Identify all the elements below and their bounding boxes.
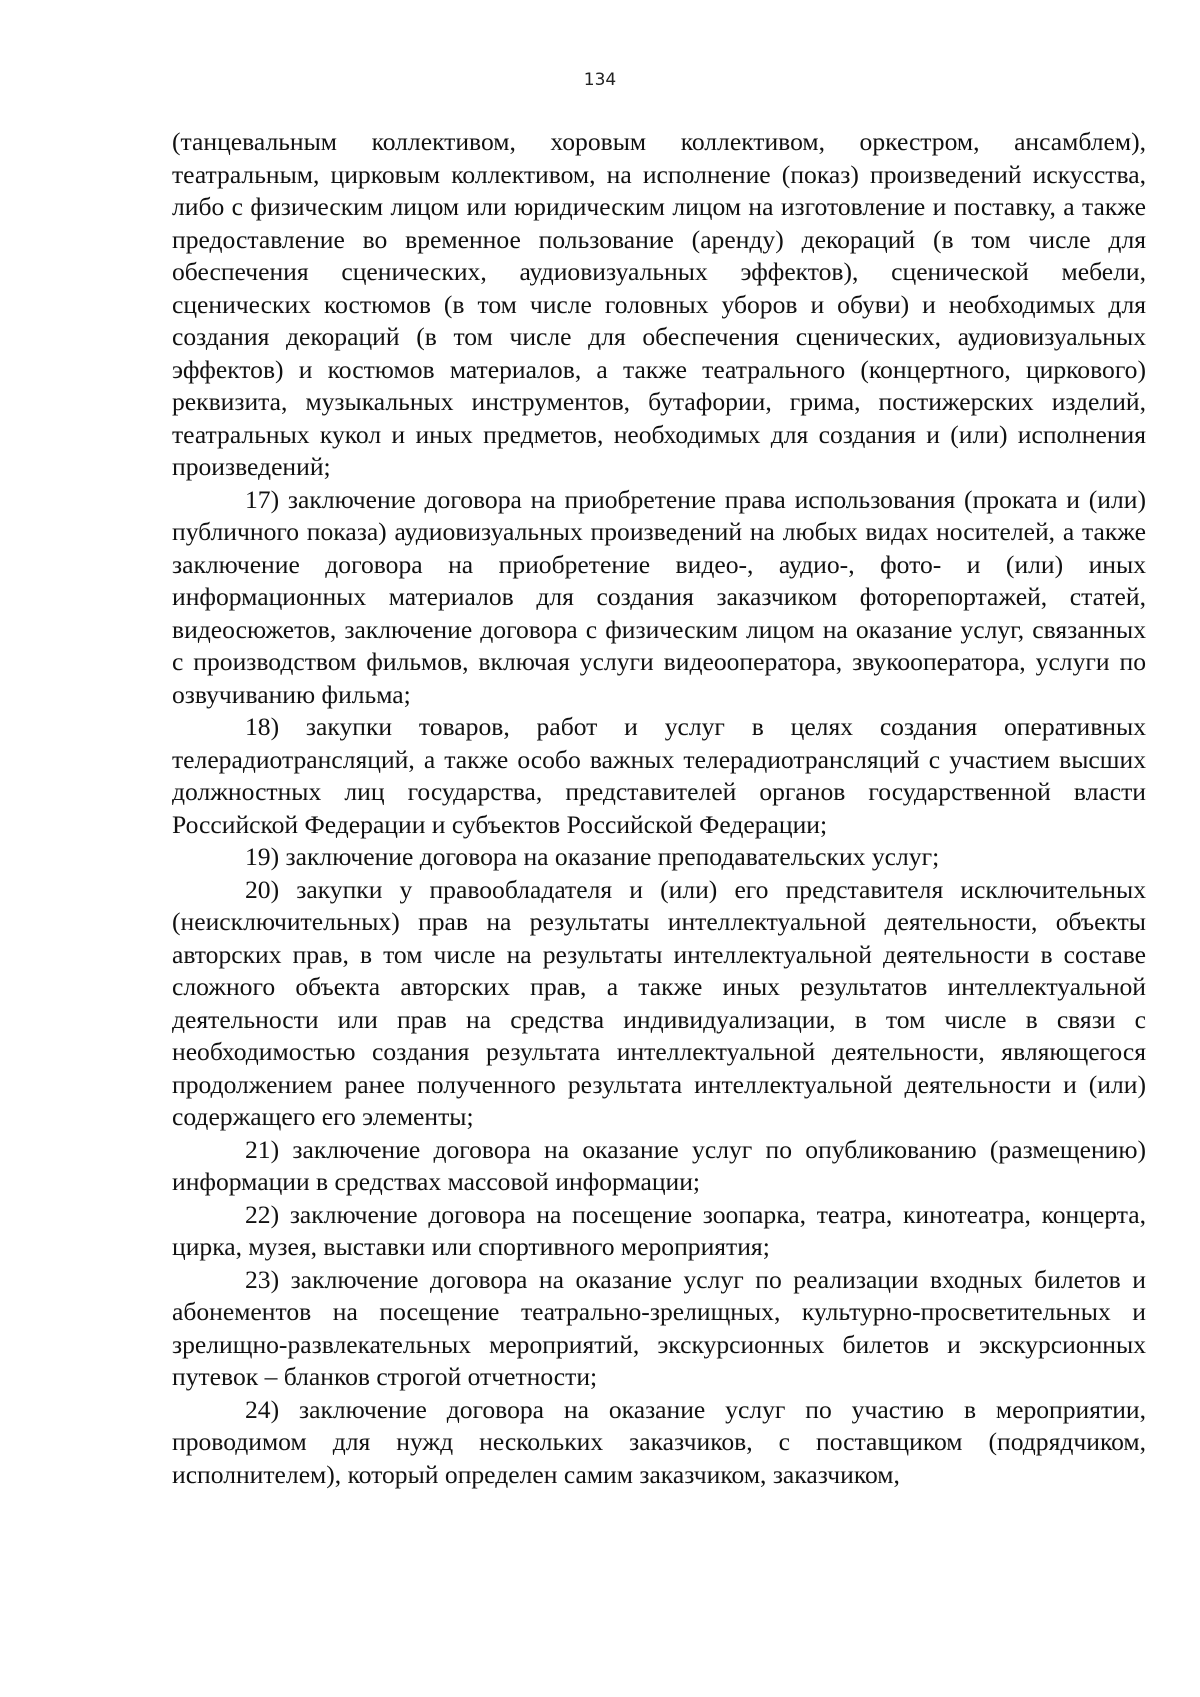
paragraph-item-20: 20) закупки у правообладателя и (или) его представителя исключительных (неисключительных) прав на результаты интеллектуальной деятельности, объекты авторских прав, в том числе на результаты интеллектуальной деятельности в составе сложного объекта авторских прав, а также иных результатов интеллектуальной деятельности или прав на средства индивидуализации, в том числе в связи с необходимостью создания результата интеллектуальной деятельности, являющегося продолжением ранее полученного результата интеллектуальной деятельности и (или) содержащего его элементы; [172,874,1146,1131]
paragraph-continuation: (танцевальным коллективом, хоровым коллективом, оркестром, ансамблем), театральным, цирковым коллективом, на исполнение (показ) произведений искусства, либо с физическим лицом или юридическим лицом на изготовление и поставку, а также предоставление во временное пользование (аренду) декораций (в том числе для обеспечения сценических, аудиовизуальных эффектов), сценической мебели, сценических костюмов (в том числе головных уборов и обуви) и необходимых для создания декораций (в том числе для обеспечения сценических, аудиовизуальных эффектов) и костюмов материалов, а также театрального (концертного, циркового) реквизита, музыкальных инструментов, бутафории, грима, постижерских изделий, театральных кукол и иных предметов, необходимых для создания и (или) исполнения произведений; [172,127,1146,481]
paragraph-item-24: 24) заключение договора на оказание услуг по участию в мероприятии, проводимом для нужд нескольких заказчиков, с поставщиком (подрядчиком, исполнителем), который определен самим заказчиком, заказчиком, [172,1394,1146,1489]
paragraph-item-23: 23) заключение договора на оказание услуг по реализации входных билетов и абонементов на посещение театрально-зрелищных, культурно-просветительных и зрелищно-развлекательных мероприятий, экскурсионных билетов и экскурсионных путевок – бланков строгой отчетности; [172,1264,1146,1391]
paragraph-item-19: 19) заключение договора на оказание преподавательских услуг; [245,842,940,871]
document-body [172,126,1146,1491]
page-number: 134 [583,70,617,90]
paragraph-item-21: 21) заключение договора на оказание услуг по опубликованию (размещению) информации в средствах массовой информации; [172,1134,1146,1196]
paragraph-item-18: 18) закупки товаров, работ и услуг в целях создания оперативных телерадиотрансляций, а также особо важных телерадиотрансляций с участием высших должностных лиц государства, представителей органов государственной власти Российской Федерации и субъектов Российской Федерации; [172,712,1146,839]
paragraph-item-22: 22) заключение договора на посещение зоопарка, театра, кинотеатра, концерта, цирка, музея, выставки или спортивного мероприятия; [172,1199,1146,1261]
paragraph-item-17: 17) заключение договора на приобретение права использования (проката и (или) публичного показа) аудиовизуальных произведений на любых видах носителей, а также заключение договора на приобретение видео-, аудио-, фото- и (или) иных информационных материалов для создания заказчиком фоторепортажей, статей, видеосюжетов, заключение договора с физическим лицом на оказание услуг, связанных с производством фильмов, включая услуги видеооператора, звукооператора, услуги по озвучиванию фильма; [172,484,1146,709]
